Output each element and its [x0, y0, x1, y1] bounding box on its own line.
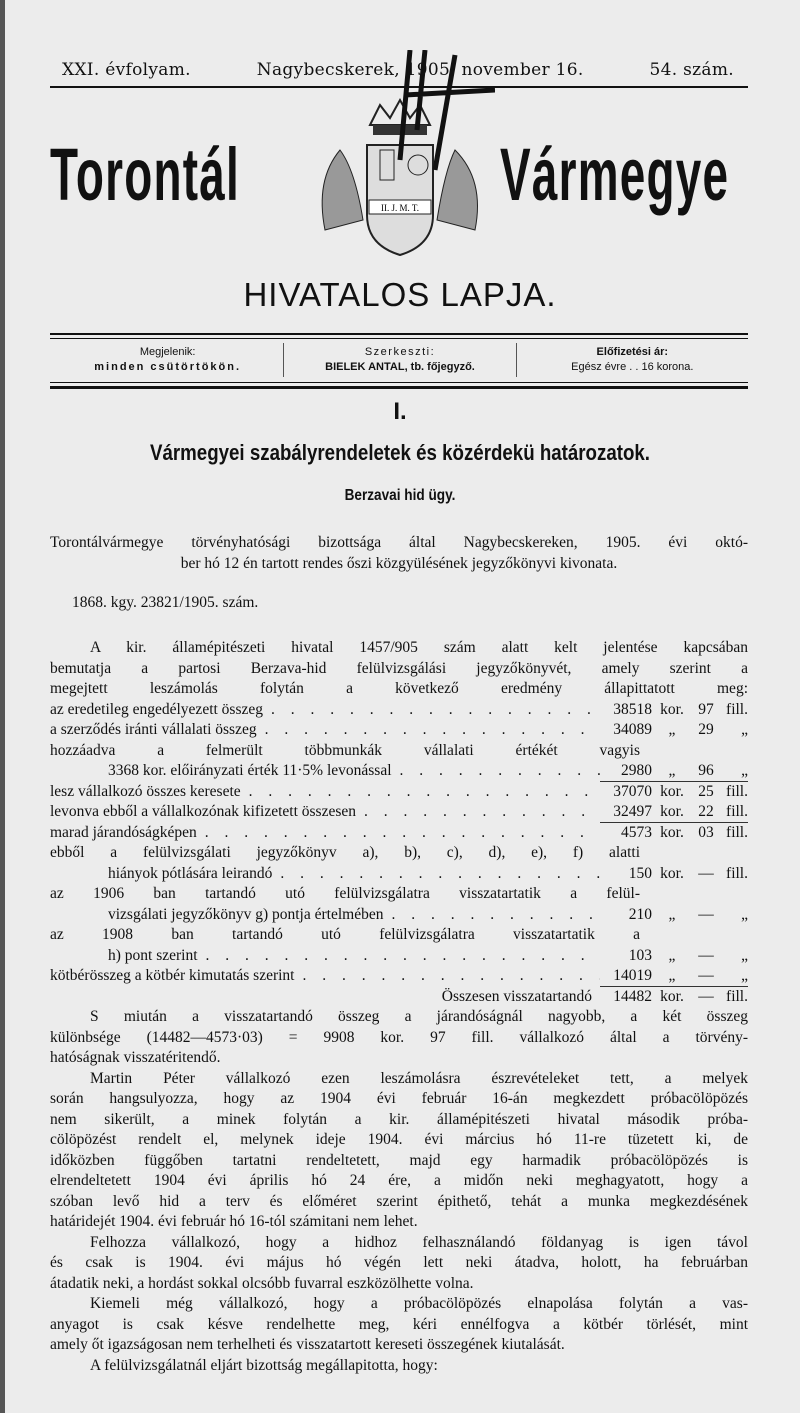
paragraph-line: időközben függőben tartatni rendeltetett, majd egy harmadik próbacölöpözés is — [50, 1151, 748, 1169]
ledger-fill: 97 — [698, 700, 714, 718]
divider — [50, 386, 748, 389]
ledger-fill-unit: fill. — [726, 864, 748, 882]
ledger-fill-unit: fill. — [726, 823, 748, 841]
dot-leader — [241, 782, 600, 803]
dot-leader — [197, 823, 600, 844]
paragraph-line: szóban levő hid a terv és előméret szerint épithető, tehát a munka megkezdésének — [50, 1192, 748, 1210]
ledger-amount: 38518 — [613, 700, 652, 718]
divider — [50, 333, 748, 335]
dot-leader — [392, 761, 600, 782]
ledger-fill-unit: fill. — [726, 803, 748, 820]
ledger-amount: 37070 — [613, 782, 652, 800]
paragraph-line: elrendeltetett 1904 évi április hó 24 ére, a midőn neki meghagyatott, hogy a — [50, 1172, 748, 1189]
ledger-label: levonva ebből a vállalkozónak kifizetett összesen — [50, 803, 357, 820]
dot-leader — [294, 966, 600, 987]
dot-leader — [272, 864, 600, 885]
info-price: Előfizetési ár: Egész évre . . 16 korona. — [516, 343, 748, 377]
ledger-fill: 96 — [698, 762, 714, 779]
ledger-fill-unit: „ — [741, 721, 748, 738]
dot-leader — [198, 946, 600, 967]
title-right: Vármegye — [500, 133, 730, 216]
ledger-row — [50, 823, 748, 844]
ledger-label: a szerződés iránti vállalati összeg — [50, 721, 257, 738]
ledger-amount: 4573 — [621, 823, 652, 841]
ledger-label: 3368 kor. előirányzati érték 11·5% levonással — [108, 762, 392, 779]
ledger-label: az 1906 ban tartandó utó felülvizsgálatra visszatartatik a felül- — [50, 885, 640, 902]
ledger-row — [50, 843, 748, 864]
ledger-row — [50, 884, 748, 905]
dot-leader — [383, 905, 600, 926]
ledger-fill: — — [698, 864, 714, 882]
info-publication: Megjelenik: minden csütörtökön. — [94, 346, 242, 373]
reference: 1868. kgy. 23821/1905. szám. — [72, 594, 259, 611]
paragraph-line: különbsége (14482—4573·03) = 9908 kor. 97 fill. vállalkozó által a törvény- — [50, 1028, 748, 1046]
paragraph-line: és csak is 1904. évi május hó végén lett neki átadva, holott, ha februárban — [50, 1254, 748, 1271]
ledger-row — [50, 802, 748, 823]
ledger-fill-unit: fill. — [726, 700, 748, 718]
ledger-unit: kor. — [660, 864, 684, 882]
ledger-amount: 14019 — [613, 967, 652, 984]
ledger-fill: — — [698, 905, 714, 923]
ledger-label: hozzáadva a felmerült többmunkák vállalati értékét vagyis — [50, 741, 640, 759]
ledger-label: h) pont szerint — [108, 946, 198, 964]
paragraph-line: Martin Péter vállalkozó ezen leszámolásra észrevételeket tett, a melyek — [90, 1069, 748, 1087]
ledger-fill-unit: „ — [741, 905, 748, 923]
paragraph-line: nem sikerült, a minek folytán a kir. államépitészeti hivatal második próba- — [50, 1110, 748, 1128]
ledger-total: Összesen visszatartandó 14482 kor. — fill. — [441, 987, 748, 1005]
ledger-unit: „ — [668, 762, 676, 779]
article-title: Berzavai hid ügy. — [344, 487, 456, 504]
ledger-unit: „ — [668, 967, 676, 984]
ledger-amount: 150 — [628, 864, 652, 882]
paragraph-line: cölöpözést rendelt el, melynek ideje 1904. évi március hó 11-re tüzetett ki, de — [50, 1131, 748, 1148]
dot-leader — [356, 802, 600, 823]
ledger-row — [50, 864, 748, 885]
paragraph-line: Felhozza vállalkozó, hogy a hidhoz felhasználandó földanyag is igen távol — [90, 1233, 748, 1251]
coat-of-arms-icon — [305, 50, 495, 275]
intro: Torontálvármegye törvényhatósági bizottsága által Nagybecskereken, 1905. évi októ- ber hó 12 én tartott rendes őszi közgyülésének jegyzőkönyvi kivonata. — [50, 534, 748, 572]
ledger-unit: kor. — [660, 803, 684, 820]
ledger-row — [50, 782, 748, 803]
dot-leader — [263, 700, 600, 721]
divider — [50, 382, 748, 383]
ledger-row — [50, 966, 748, 987]
ledger-fill-unit: „ — [741, 762, 748, 779]
ledger-amount: 34089 — [613, 721, 652, 738]
ledger-row — [50, 905, 748, 926]
ledger-amount: 210 — [628, 905, 652, 923]
ledger-amount: 32497 — [613, 803, 652, 820]
paragraph-line: S miután a visszatartandó összeg a járandóságnál nagyobb, a két összeg — [90, 1008, 748, 1025]
body: A kir. államépitészeti hivatal 1457/905 szám alatt kelt jelentése kapcsában bemutatja a partosi Berzava-hid felülvizsgálási jegyzőkönyvét, amely szerint a megejtett leszámolás folytán a következő eredmény állapittatott meg: az eredetileg engedélyezett összeg . . . 38518 kor. 97 fill. a szerződés iránti vállalati összeg . . . 34089 „ 29 „ hozzáadva a felmerült többmunkák vállalati értékét vagyis 3368 kor. előirányzati érték 11·5% levonással . . . 2980 „ 96 „ lesz vállalkozó összes keresete . . . 37070 kor. 25 fill. levonva ebből a vállalkozónak kifizetett összesen . . . 32497 kor. 22 fill. marad járandóságképen . . . 4573 kor. 03 fill. ebből a felülvizsgálati jegyzőkönyv a), b), c), d), e), f) alatti hiányok pótlására leirandó . . . 150 kor. — fill. az 1906 ban tartandó utó felülvizsgálatra visszatartatik a felül- vizsgálati jegyzőkönyv g) pontja értelmében . . . 210 „ — „ az 1908 ban tartandó utó felülvizsgálatra visszatartatik a h) pont szerint . . . 103 „ — „ kötbérösszeg a kötbér kimutatás szerint . . . 14019 „ — „ Összesen visszatartandó 14482 kor. — fill. S miután a visszatartandó összeg a járandóságnál nagyobb, a két összeg különbsége (14482—4573·03) = 9908 kor. 97 fill. vállalkozó által a törvény- hatóságnak visszatéritendő. Martin Péter vállalkozó ezen leszámolásra észrevételeket tett, a melyek során hangsulyozza, hogy az 1904 évi február 16-án megkezdett próbacölöpözés nem sikerült, a minek folytán a kir. államépitészeti hivatal második próba- cölöpözést rendelt el, melynek ideje 1904. évi március hó 11-re tüzetett ki, de időközben függőben tartatni rendeltetett, majd egy harmadik próbacölöpözés is elrendeltetett 1904 évi április hó 24 ére, a midőn neki meghagyatott, hogy a szóban levő hid a terv és előméret szerint épithető, tehát a munka megkezdésének határidejét 1904. évi február hó 16-tól számitani nem lehet. Felhozza vállalkozó, hogy a hidhoz felhasználandó földanyag is igen távol és csak is 1904. évi május hó végén lett neki átadva, holott, ha februárban átadatik neki, a hordást sokkal olcsóbb fuvarral eszközölhette volna. Kiemeli még vállalkozó, hogy a próbacölöpözés elnapolása folytán a vas- anyagot is csak késve rendelhette meg, kéri ennélfogva a kötbér törlését, mint amely őt igazságosan nem terhelheti és visszatartott kereseti összegének kiutalását. A felülvizsgálatnál eljárt bizottság megállapitotta, hogy: — [50, 638, 748, 1376]
ledger-label: lesz vállalkozó összes keresete — [50, 782, 241, 800]
ledger-unit: kor. — [660, 823, 684, 841]
ledger-fill-unit: „ — [741, 946, 748, 964]
crest-text: II. J. M. T. — [381, 203, 419, 213]
ledger-label: marad járandóságképen — [50, 823, 197, 841]
ledger-row — [50, 700, 748, 721]
info-box — [52, 343, 748, 377]
ledger-fill: 25 — [698, 782, 714, 800]
ledger-row — [50, 741, 748, 762]
ledger-label: az 1908 ban tartandó utó felülvizsgálatra visszatartatik a — [50, 926, 640, 943]
ledger-unit: „ — [668, 721, 676, 738]
paragraph-line: hatóságnak visszatéritendő. — [50, 1049, 221, 1066]
ledger-fill-unit: fill. — [726, 782, 748, 800]
ledger — [50, 700, 748, 987]
ledger-label: hiányok pótlására leirandó — [108, 864, 273, 882]
paragraph-line: Kiemeli még vállalkozó, hogy a próbacölöpözés elnapolása folytán a vas- — [90, 1295, 748, 1312]
ledger-fill: 22 — [698, 803, 714, 820]
info-editor: Szerkeszti: BIELEK ANTAL, tb. főjegyző. — [283, 343, 515, 377]
issue-number: 54. szám. — [649, 60, 734, 80]
ledger-fill: — — [698, 946, 714, 964]
ledger-label: vizsgálati jegyzőkönyv g) pontja értelmében — [108, 905, 384, 923]
paragraph-line: amely őt igazságosan nem terhelheti és visszatartott kereseti összegének kiutalását. — [50, 1336, 565, 1353]
ledger-amount: 2980 — [621, 762, 652, 779]
ledger-fill: 03 — [698, 823, 714, 841]
title-left: Torontál — [50, 133, 241, 216]
ledger-unit: kor. — [660, 782, 684, 800]
ledger-row — [50, 925, 748, 946]
dot-leader — [257, 720, 600, 741]
ledger-unit: „ — [668, 905, 676, 923]
ledger-label: az eredetileg engedélyezett összeg — [50, 700, 264, 718]
divider — [50, 338, 748, 339]
ledger-unit: kor. — [660, 700, 684, 718]
ledger-row — [50, 720, 748, 741]
scan-edge — [0, 0, 5, 1413]
ledger-fill: 29 — [698, 721, 714, 738]
ledger-label: kötbérösszeg a kötbér kimutatás szerint — [50, 967, 295, 984]
paragraph-line: határidejét 1904. évi február hó 16-tól számitani nem lehet. — [50, 1213, 418, 1230]
ledger-amount: 103 — [628, 946, 652, 964]
paragraph-line: során hangsulyozza, hogy az 1904 évi február 16-án megkezdett próbacölöpözés — [50, 1090, 748, 1107]
ledger-fill-unit: „ — [741, 967, 748, 984]
place-date: Nagybecskerek, 1905. november 16. — [256, 60, 584, 80]
section-heading: Vármegyei szabályrendeletek és közérdekü határozatok. — [150, 440, 650, 465]
ledger-row — [50, 761, 748, 782]
ledger-unit: „ — [668, 946, 676, 964]
ledger-fill: — — [698, 967, 714, 984]
section-number: I. — [393, 398, 407, 425]
subtitle: HIVATALOS LAPJA. — [243, 276, 557, 313]
ledger-row — [50, 946, 748, 967]
paragraph-line: átadatik neki, a hordást sokkal olcsóbb fuvarral eszközölhette volna. — [50, 1274, 474, 1292]
volume: XXI. évfolyam. — [62, 60, 191, 80]
paragraph-line: A felülvizsgálatnál eljárt bizottság megállapitotta, hogy: — [90, 1356, 438, 1374]
paragraph-line: anyagot is csak késve rendelhette meg, kéri ennélfogva a kötbér törlését, mint — [50, 1315, 748, 1333]
ledger-label: ebből a felülvizsgálati jegyzőkönyv a), b), c), d), e), f) alatti — [50, 844, 640, 861]
